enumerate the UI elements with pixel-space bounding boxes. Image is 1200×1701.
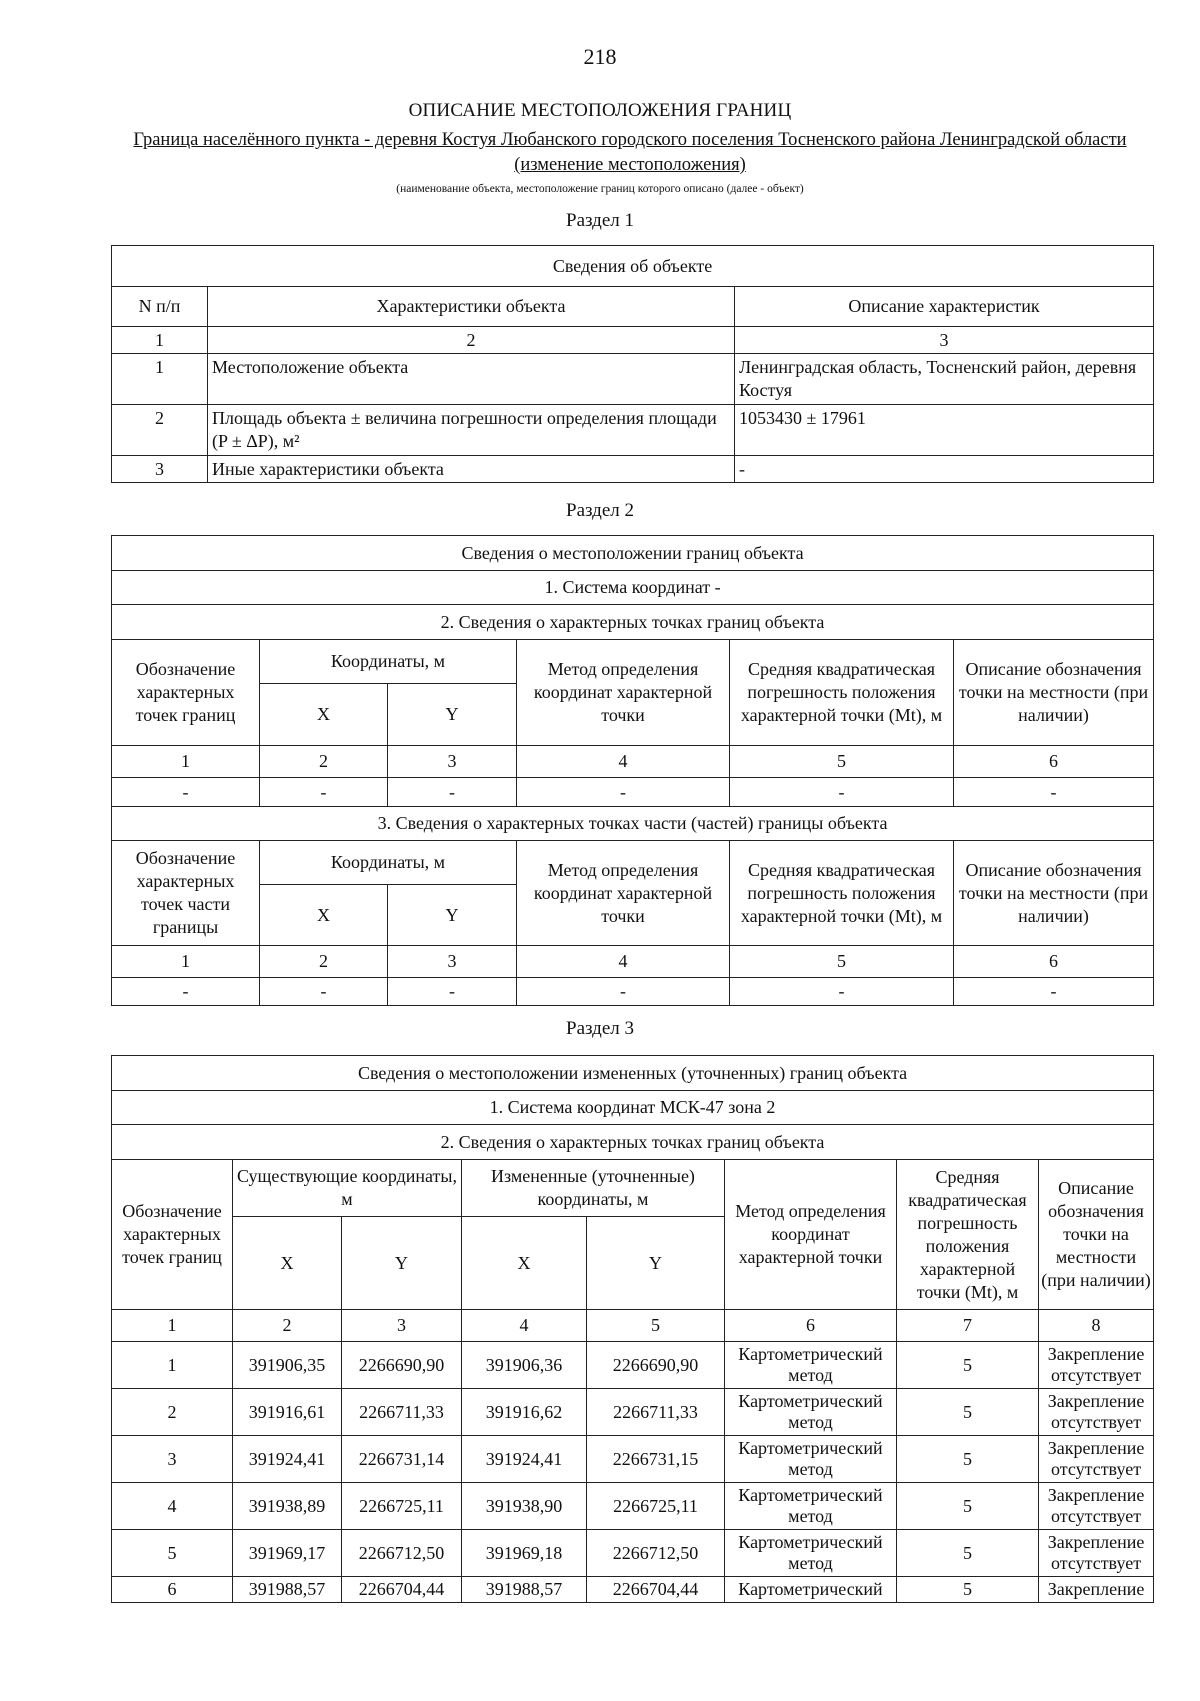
method: Картометрический [725,1577,897,1603]
col-header-number: N п/п [112,287,208,327]
col-header-characteristic: Характеристики объекта [208,287,735,327]
changed-y: 2266712,50 [587,1530,725,1577]
header-description: Описание обозначения точки на местности (при наличии) [954,640,1154,746]
characteristic-value: Ленинградская область, Тосненский район, деревня Костуя [735,354,1154,405]
point-description: Закрепление отсутствует [1039,1389,1154,1436]
header-point-designation: Обозначение характерных точек границ [112,640,260,746]
changed-y: 2266711,33 [587,1389,725,1436]
existing-x: 391938,89 [233,1483,342,1530]
col-number: 4 [517,946,730,978]
page-number: 218 [583,44,617,69]
col-number: 1 [112,946,260,978]
point-number: 3 [112,1436,233,1483]
changed-x: 391906,36 [462,1342,587,1389]
col-number: 6 [954,746,1154,778]
existing-y: 2266712,50 [342,1530,462,1577]
characteristic-value: - [735,456,1154,483]
col-number: 8 [1039,1310,1154,1342]
section-3-label: Раздел 3 [566,1018,634,1039]
table-row [112,1577,1154,1603]
header-method: Метод определения координат характерной точки [517,640,730,746]
existing-y: 2266690,90 [342,1342,462,1389]
empty-cell: - [260,778,388,807]
row-number: 1 [112,354,208,405]
header-coordinates: Координаты, м [260,640,517,684]
table-row [112,1342,1154,1389]
object-name: Граница населённого пункта - деревня Костуя Любанского городского поселения Тосненского района Ленинградской области (изменение местоположения) [133,130,1127,175]
col-number: 5 [587,1310,725,1342]
header-part-point-designation: Обозначение характерных точек части границы [112,841,260,946]
header-description: Описание обозначения точки на местности (при наличии) [1039,1160,1154,1310]
section-2-label: Раздел 2 [566,500,634,521]
empty-cell: - [388,778,517,807]
changed-y: 2266725,11 [587,1483,725,1530]
header-y: Y [388,885,517,946]
header-x: X [260,684,388,746]
col-number: 2 [233,1310,342,1342]
table-row [112,1389,1154,1436]
empty-cell: - [954,778,1154,807]
col-number: 3 [388,746,517,778]
existing-x: 391906,35 [233,1342,342,1389]
col-number: 3 [342,1310,462,1342]
table-row [112,1483,1154,1530]
existing-y: 2266711,33 [342,1389,462,1436]
header-error: Средняя квадратическая погрешность положения характерной точки (Mt), м [730,841,954,946]
coordinate-system: 1. Система координат - [112,571,1154,605]
point-number: 2 [112,1389,233,1436]
table-row [112,354,1154,405]
existing-y: 2266725,11 [342,1483,462,1530]
existing-x: 391916,61 [233,1389,342,1436]
header-method: Метод определения координат характерной точки [517,841,730,946]
changed-table-title: Сведения о местоположении измененных (уточненных) границ объекта [112,1056,1154,1091]
changed-y: 2266704,44 [587,1577,725,1603]
header-error: Средняя квадратическая погрешность положения характерной точки (Mt), м [897,1160,1039,1310]
empty-cell: - [730,778,954,807]
header-changed-y: Y [587,1217,725,1310]
existing-x: 391924,41 [233,1436,342,1483]
changed-y: 2266731,15 [587,1436,725,1483]
object-name-note: (наименование объекта, местоположение границ которого описано (далее - объект) [396,183,804,195]
changed-x: 391938,90 [462,1483,587,1530]
col-number: 6 [954,946,1154,978]
table-row [112,456,1154,483]
point-description: Закрепление отсутствует [1039,1342,1154,1389]
col-number: 2 [208,327,735,354]
empty-cell: - [112,978,260,1006]
changed-x: 391988,57 [462,1577,587,1603]
empty-cell: - [388,978,517,1006]
characteristic-name: Иные характеристики объекта [208,456,735,483]
header-method: Метод определения координат характерной точки [725,1160,897,1310]
header-y: Y [388,684,517,746]
mt-value: 5 [897,1389,1039,1436]
table-row [112,1436,1154,1483]
col-number: 2 [260,746,388,778]
section-1-label: Раздел 1 [566,210,634,231]
method: Картометрический метод [725,1483,897,1530]
mt-value: 5 [897,1530,1039,1577]
col-number: 5 [730,946,954,978]
row-number: 3 [112,456,208,483]
point-description: Закрепление отсутствует [1039,1436,1154,1483]
mt-value: 5 [897,1577,1039,1603]
changed-boundary-table [111,1055,1154,1603]
mt-value: 5 [897,1342,1039,1389]
characteristic-name: Площадь объекта ± величина погрешности определения площади (P ± ΔP), м² [208,405,735,456]
header-error: Средняя квадратическая погрешность положения характерной точки (Mt), м [730,640,954,746]
header-point-designation: Обозначение характерных точек границ [112,1160,233,1310]
header-changed-coordinates: Измененные (уточненные) координаты, м [462,1160,725,1217]
header-x: X [260,885,388,946]
method: Картометрический метод [725,1389,897,1436]
changed-x: 391924,41 [462,1436,587,1483]
boundary-location-table [111,535,1154,1006]
table-row [112,978,1154,1006]
col-header-description: Описание характеристик [735,287,1154,327]
empty-cell: - [260,978,388,1006]
point-number: 1 [112,1342,233,1389]
method: Картометрический метод [725,1436,897,1483]
col-number: 2 [260,946,388,978]
existing-y: 2266704,44 [342,1577,462,1603]
point-description: Закрепление отсутствует [1039,1483,1154,1530]
col-number: 3 [388,946,517,978]
empty-cell: - [517,978,730,1006]
col-number: 4 [517,746,730,778]
col-number: 1 [112,1310,233,1342]
empty-cell: - [112,778,260,807]
object-info-table-title: Сведения об объекте [112,246,1154,287]
point-description: Закрепление отсутствует [1039,1530,1154,1577]
existing-x: 391988,57 [233,1577,342,1603]
characteristic-name: Местоположение объекта [208,354,735,405]
header-changed-x: X [462,1217,587,1310]
col-number: 6 [725,1310,897,1342]
mt-value: 5 [897,1483,1039,1530]
changed-x: 391969,18 [462,1530,587,1577]
existing-x: 391969,17 [233,1530,342,1577]
row-number: 2 [112,405,208,456]
header-existing-x: X [233,1217,342,1310]
col-number: 7 [897,1310,1039,1342]
part-points-subtitle: 3. Сведения о характерных точках части (частей) границы объекта [112,807,1154,841]
point-number: 5 [112,1530,233,1577]
coordinate-system: 1. Система координат МСК-47 зона 2 [112,1091,1154,1125]
existing-y: 2266731,14 [342,1436,462,1483]
boundary-table-title: Сведения о местоположении границ объекта [112,536,1154,571]
col-number: 1 [112,327,208,354]
col-number: 3 [735,327,1154,354]
document-title: ОПИСАНИЕ МЕСТОПОЛОЖЕНИЯ ГРАНИЦ [408,100,792,121]
characteristic-value: 1053430 ± 17961 [735,405,1154,456]
col-number: 5 [730,746,954,778]
header-description: Описание обозначения точки на местности (при наличии) [954,841,1154,946]
table-row [112,778,1154,807]
point-description: Закрепление [1039,1577,1154,1603]
changed-x: 391916,62 [462,1389,587,1436]
points-subtitle: 2. Сведения о характерных точках границ объекта [112,1125,1154,1160]
empty-cell: - [517,778,730,807]
table-row [112,405,1154,456]
mt-value: 5 [897,1436,1039,1483]
point-number: 6 [112,1577,233,1603]
object-info-table [111,245,1154,483]
points-subtitle: 2. Сведения о характерных точках границ объекта [112,605,1154,640]
point-number: 4 [112,1483,233,1530]
header-existing-y: Y [342,1217,462,1310]
table-row [112,1530,1154,1577]
method: Картометрический метод [725,1530,897,1577]
empty-cell: - [730,978,954,1006]
header-existing-coordinates: Существующие координаты, м [233,1160,462,1217]
col-number: 4 [462,1310,587,1342]
method: Картометрический метод [725,1342,897,1389]
header-coordinates: Координаты, м [260,841,517,885]
col-number: 1 [112,746,260,778]
empty-cell: - [954,978,1154,1006]
changed-y: 2266690,90 [587,1342,725,1389]
